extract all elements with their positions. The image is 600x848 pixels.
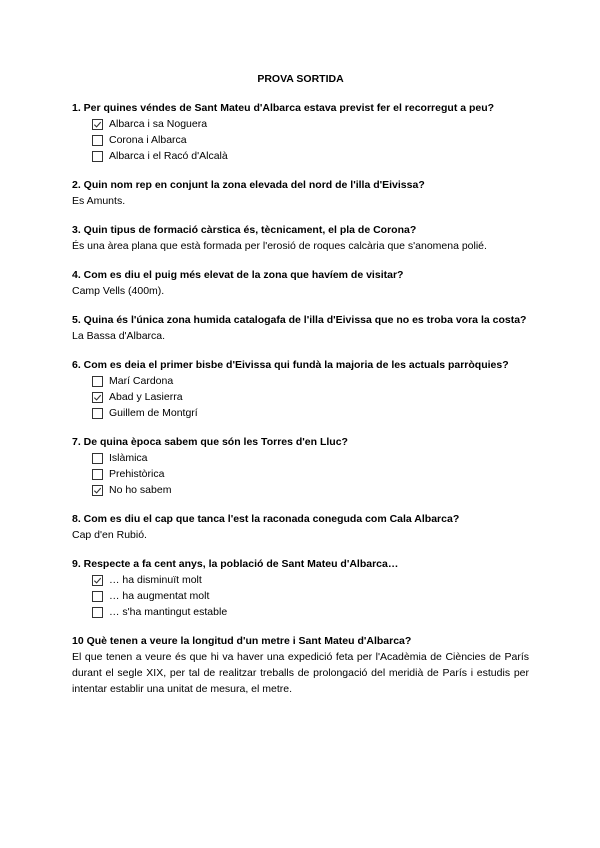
answer-text: El que tenen a veure és que hi va haver una expedició feta per l'Acadèmia de Ciències de París durant el segle XIX, per tal de realitzar treballs de prolongació del meridià de París i estudis per intentar establir una unitat de mesura, el metre. xyxy=(72,651,529,695)
option-label: No ho sabem xyxy=(109,484,172,496)
checkbox-icon[interactable] xyxy=(92,376,103,387)
checked-checkbox-icon[interactable] xyxy=(92,392,103,403)
question-10 xyxy=(72,633,529,697)
question-list xyxy=(72,100,529,697)
option-label: Islàmica xyxy=(109,452,148,464)
option-label: Corona i Albarca xyxy=(109,134,187,146)
option-label: Marí Cardona xyxy=(109,375,174,387)
option-label: Abad y Lasierra xyxy=(109,391,183,403)
checked-checkbox-icon[interactable] xyxy=(92,575,103,586)
question-text: 3. Quin tipus de formació càrstica és, tècnicament, el pla de Corona? xyxy=(72,224,417,236)
question-7 xyxy=(72,434,529,498)
checked-checkbox-icon[interactable] xyxy=(92,119,103,130)
quiz-document xyxy=(72,72,529,710)
question-5 xyxy=(72,312,529,344)
question-8 xyxy=(72,511,529,543)
option-list xyxy=(72,450,529,498)
question-text: 5. Quina és l'única zona humida catalogafa de l'illa d'Eivissa que no es troba vora la costa? xyxy=(72,314,527,326)
option-item[interactable] xyxy=(92,116,529,132)
answer-text: La Bassa d'Albarca. xyxy=(72,330,166,342)
option-label: Prehistòrica xyxy=(109,468,165,480)
option-item[interactable] xyxy=(92,466,529,482)
option-item[interactable] xyxy=(92,389,529,405)
option-item[interactable] xyxy=(92,373,529,389)
option-label: … ha disminuït molt xyxy=(109,574,202,586)
option-list xyxy=(72,572,529,620)
question-text: 2. Quin nom rep en conjunt la zona elevada del nord de l'illa d'Eivissa? xyxy=(72,179,425,191)
option-item[interactable] xyxy=(92,588,529,604)
checkbox-icon[interactable] xyxy=(92,453,103,464)
option-item[interactable] xyxy=(92,572,529,588)
checkbox-icon[interactable] xyxy=(92,591,103,602)
option-item[interactable] xyxy=(92,405,529,421)
answer-text: Es Amunts. xyxy=(72,195,126,207)
option-item[interactable] xyxy=(92,148,529,164)
checkbox-icon[interactable] xyxy=(92,607,103,618)
answer-text: Camp Vells (400m). xyxy=(72,285,165,297)
checked-checkbox-icon[interactable] xyxy=(92,485,103,496)
checkbox-icon[interactable] xyxy=(92,469,103,480)
option-label: … s'ha mantingut estable xyxy=(109,606,228,618)
answer-text: És una àrea plana que està formada per l'erosió de roques calcària que s'anomena polié. xyxy=(72,240,487,252)
question-6 xyxy=(72,357,529,421)
document-title: PROVA SORTIDA xyxy=(257,73,344,85)
question-text: 6. Com es deia el primer bisbe d'Eivissa qui fundà la majoria de les actuals parròquies? xyxy=(72,359,509,371)
checkbox-icon[interactable] xyxy=(92,151,103,162)
option-item[interactable] xyxy=(92,604,529,620)
option-item[interactable] xyxy=(92,132,529,148)
answer-text: Cap d'en Rubió. xyxy=(72,529,147,541)
option-label: Albarca i sa Noguera xyxy=(109,118,208,130)
question-4 xyxy=(72,267,529,299)
question-3 xyxy=(72,222,529,254)
question-2 xyxy=(72,177,529,209)
option-label: Guillem de Montgrí xyxy=(109,407,198,419)
checkbox-icon[interactable] xyxy=(92,135,103,146)
question-text: 7. De quina època sabem que són les Torres d'en Lluc? xyxy=(72,436,348,448)
question-text: 4. Com es diu el puig més elevat de la zona que havíem de visitar? xyxy=(72,269,404,281)
option-label: Albarca i el Racó d'Alcalà xyxy=(109,150,228,162)
option-list xyxy=(72,116,529,164)
question-text: 10 Què tenen a veure la longitud d'un metre i Sant Mateu d'Albarca? xyxy=(72,635,412,647)
question-9 xyxy=(72,556,529,620)
question-text: 9. Respecte a fa cent anys, la població de Sant Mateu d'Albarca… xyxy=(72,558,399,570)
question-1 xyxy=(72,100,529,164)
option-list xyxy=(72,373,529,421)
checkbox-icon[interactable] xyxy=(92,408,103,419)
option-item[interactable] xyxy=(92,450,529,466)
question-text: 1. Per quines véndes de Sant Mateu d'Albarca estava previst fer el recorregut a peu? xyxy=(72,102,495,114)
option-item[interactable] xyxy=(92,482,529,498)
option-label: … ha augmentat molt xyxy=(109,590,210,602)
question-text: 8. Com es diu el cap que tanca l'est la raconada coneguda com Cala Albarca? xyxy=(72,513,460,525)
